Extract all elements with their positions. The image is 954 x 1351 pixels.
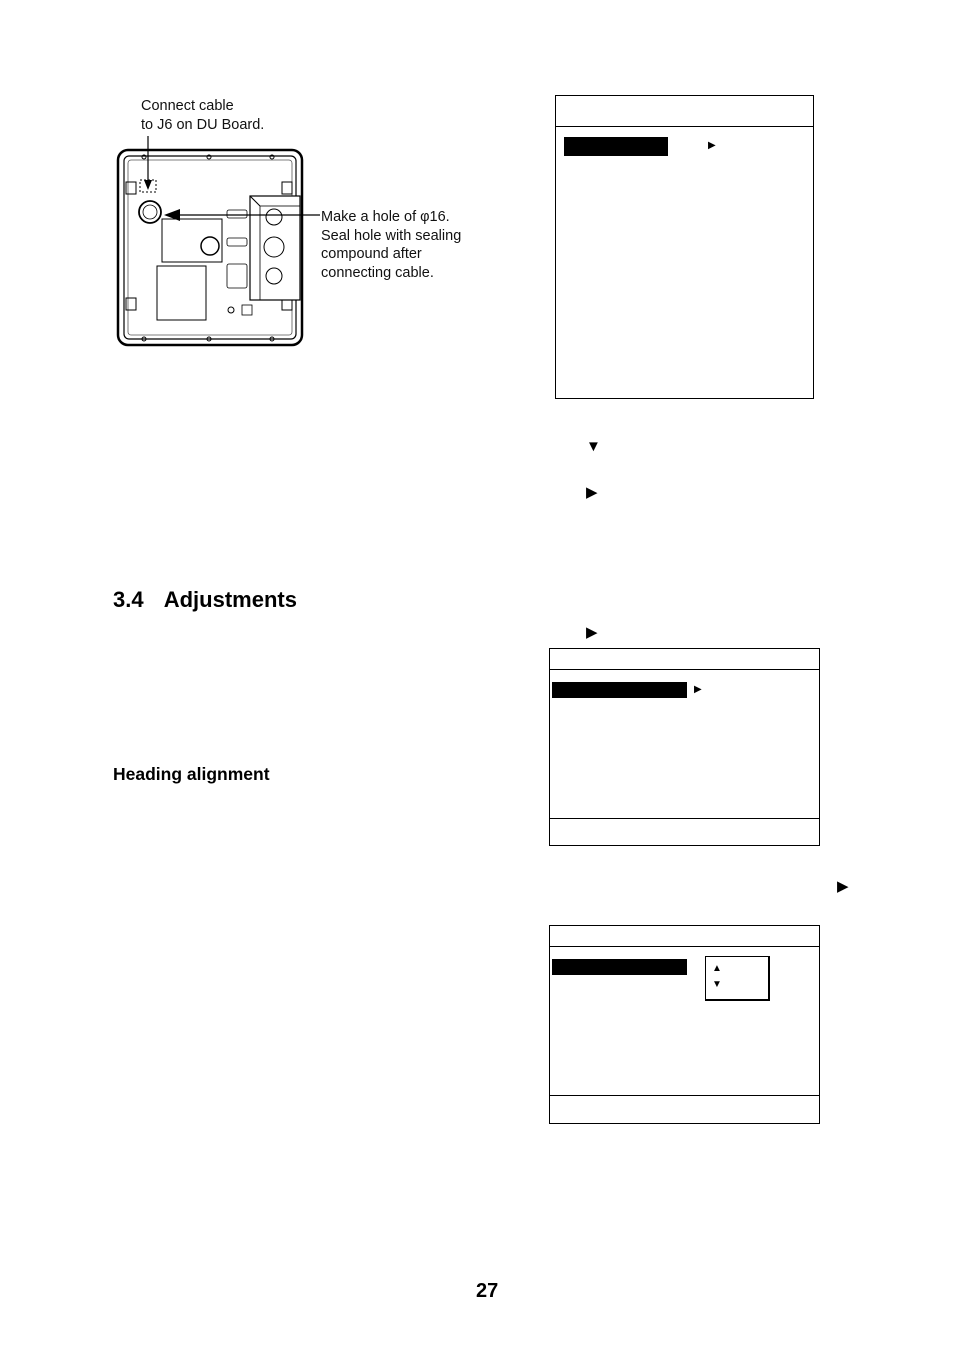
callout-connect-cable (141, 97, 264, 134)
menu-screen-2 (549, 648, 820, 846)
right-arrow-icon: ▶ (837, 878, 849, 895)
callout-connect-line2: to J6 on DU Board. (141, 116, 265, 133)
subsection-heading: Heading alignment (113, 764, 270, 784)
value-spinner (705, 956, 770, 1001)
menu-screen-3 (549, 925, 820, 1124)
callout-connect-line1: Connect cable (141, 98, 234, 114)
callout-make-hole (321, 208, 461, 282)
page-number: 27 (476, 1280, 499, 1302)
submenu-arrow-icon: ▶ (708, 140, 716, 151)
connector-j6-icon (139, 201, 161, 223)
section-title: Adjustments (163, 587, 297, 612)
rear-panel-illustration (110, 130, 325, 355)
submenu-arrow-icon: ▶ (694, 684, 702, 695)
menu-highlight-bar (552, 682, 687, 698)
spinner-down-icon: ▼ (712, 979, 722, 990)
callout-hole-line2: Seal hole with sealing (321, 227, 462, 244)
menu-highlight-bar (552, 959, 687, 975)
section-heading (113, 587, 297, 613)
section-number: 3.4 (113, 587, 144, 612)
right-arrow-icon: ▶ (586, 484, 598, 501)
callout-hole-line3: compound after (321, 246, 422, 262)
knob-icon (201, 237, 219, 255)
menu-highlight-bar (564, 137, 668, 156)
callout-hole-line1: Make a hole of φ16. (321, 209, 450, 225)
callout-hole-line4: connecting cable. (321, 264, 434, 281)
right-arrow-icon: ▶ (586, 624, 598, 641)
spinner-up-icon: ▲ (712, 963, 722, 974)
menu-screen-1 (555, 95, 814, 399)
down-arrow-icon: ▼ (586, 438, 601, 455)
